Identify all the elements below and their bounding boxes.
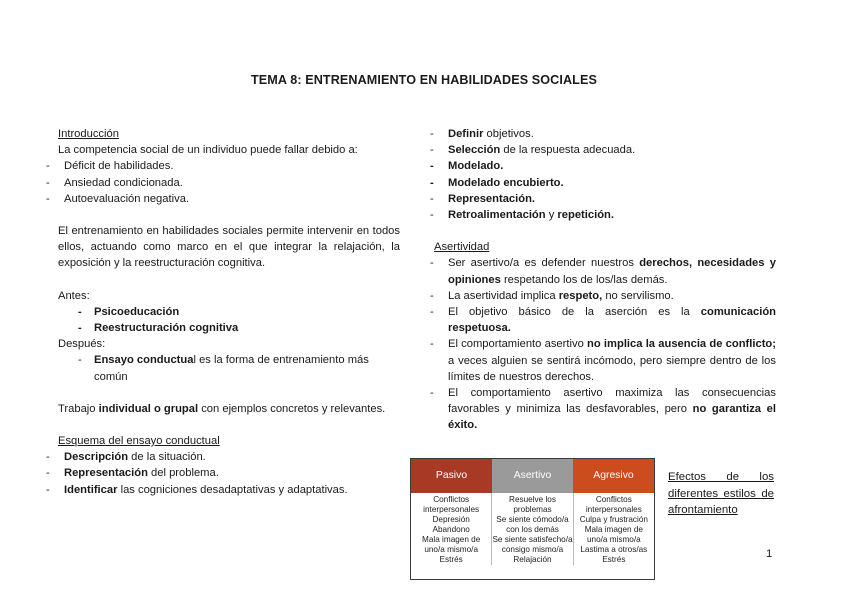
table-caption: Efectos de los diferentes estilos de afrontamiento xyxy=(668,471,774,516)
list-item: - Ser asertivo/a es defender nuestros derechos, necesidades y opiniones respetando los de los/las demás. xyxy=(430,257,776,286)
list-item: - Descripción de la situación. xyxy=(46,451,206,464)
column-asertivo xyxy=(492,493,573,565)
list-item: - Ensayo conductual es la forma de entrenamiento más común xyxy=(78,354,369,383)
list-item: - Ansiedad condicionada. xyxy=(46,176,183,189)
right-column xyxy=(430,126,776,434)
table-cell: Se siente satisfecho/a consigo mismo/a xyxy=(492,535,573,554)
list-item: - Identificar las cogniciones desadaptativas y adaptativas. xyxy=(46,483,348,496)
table-cell: Resuelve los problemas xyxy=(509,495,556,514)
table-body xyxy=(411,493,654,565)
before-label: Antes: xyxy=(58,289,90,302)
table-cell: Lastima a otros/as xyxy=(580,545,648,554)
column-pasivo xyxy=(411,493,492,565)
work-paragraph: Trabajo individual o grupal con ejemplos concretos y relevantes. xyxy=(58,402,386,415)
list-item: - Psicoeducación xyxy=(78,305,180,318)
table-cell: Estrés xyxy=(439,555,463,564)
effects-table xyxy=(410,458,655,580)
list-item: - Representación del problema. xyxy=(46,467,219,480)
intro-heading: Introducción xyxy=(58,128,119,140)
column-agresivo xyxy=(574,493,654,565)
table-cell: Conflictos interpersonales xyxy=(423,495,480,514)
list-item: - Déficit de habilidades. xyxy=(46,160,174,173)
table-cell: Mala imagen de uno/a mismo/a xyxy=(422,535,481,554)
list-item: - Definir objetivos. xyxy=(430,128,534,140)
page-number: 1 xyxy=(766,548,773,560)
table-cell: Estrés xyxy=(602,555,626,564)
page-title: TEMA 8: ENTRENAMIENTO EN HABILIDADES SOCIALES xyxy=(251,73,597,87)
intro-text: La competencia social de un individuo puede fallar debido a: xyxy=(58,144,358,157)
assert-heading: Asertividad xyxy=(434,241,490,254)
header-pasivo: Pasivo xyxy=(411,459,492,493)
list-item: - Selección de la respuesta adecuada. xyxy=(430,144,636,157)
list-item: - Retroalimentación y repetición. xyxy=(430,209,614,222)
list-item: - Autoevaluación negativa. xyxy=(46,192,190,205)
list-item: - El comportamiento asertivo maximiza las consecuencias favorables y minimiza las desfavorables, pero no garantiza el éxito. xyxy=(430,387,776,432)
header-asertivo: Asertivo xyxy=(492,459,573,493)
list-item: - Reestructuración cognitiva xyxy=(78,322,239,335)
list-item: - Modelado. xyxy=(430,160,504,173)
list-item: - El comportamiento asertivo no implica la ausencia de conflicto; a veces alguien se sentirá incómodo, pero siempre dentro de los límites de nuestros derechos. xyxy=(430,338,776,383)
list-item: - Representación. xyxy=(430,192,536,205)
header-agresivo: Agresivo xyxy=(573,459,654,493)
scheme-heading: Esquema del ensayo conductual xyxy=(58,435,220,448)
table-cell: Depresión xyxy=(432,515,470,524)
list-item: - La asertividad implica respeto, no servilismo. xyxy=(430,289,674,302)
after-label: Después: xyxy=(58,338,106,351)
table-cell: Abandono xyxy=(432,525,470,534)
table-cell: Relajación xyxy=(513,555,552,564)
table-cell: Conflictos interpersonales xyxy=(585,495,642,514)
list-item: - Modelado encubierto. xyxy=(430,176,564,189)
table-header xyxy=(411,459,654,493)
table-cell: Se siente cómodo/a con los demás xyxy=(496,515,569,534)
training-paragraph: El entrenamiento en habilidades sociales permite intervenir en todos ellos, actuando como marco en el que integrar la relajación, la exposición y la reestructuración cognitiva. xyxy=(58,225,400,270)
table-cell: Culpa y frustración xyxy=(579,515,648,524)
list-item: - El objetivo básico de la aserción es la comunicación respetuosa. xyxy=(430,306,776,335)
left-column xyxy=(46,126,400,498)
table-cell: Mala imagen de uno/a mismo/a xyxy=(584,525,643,544)
